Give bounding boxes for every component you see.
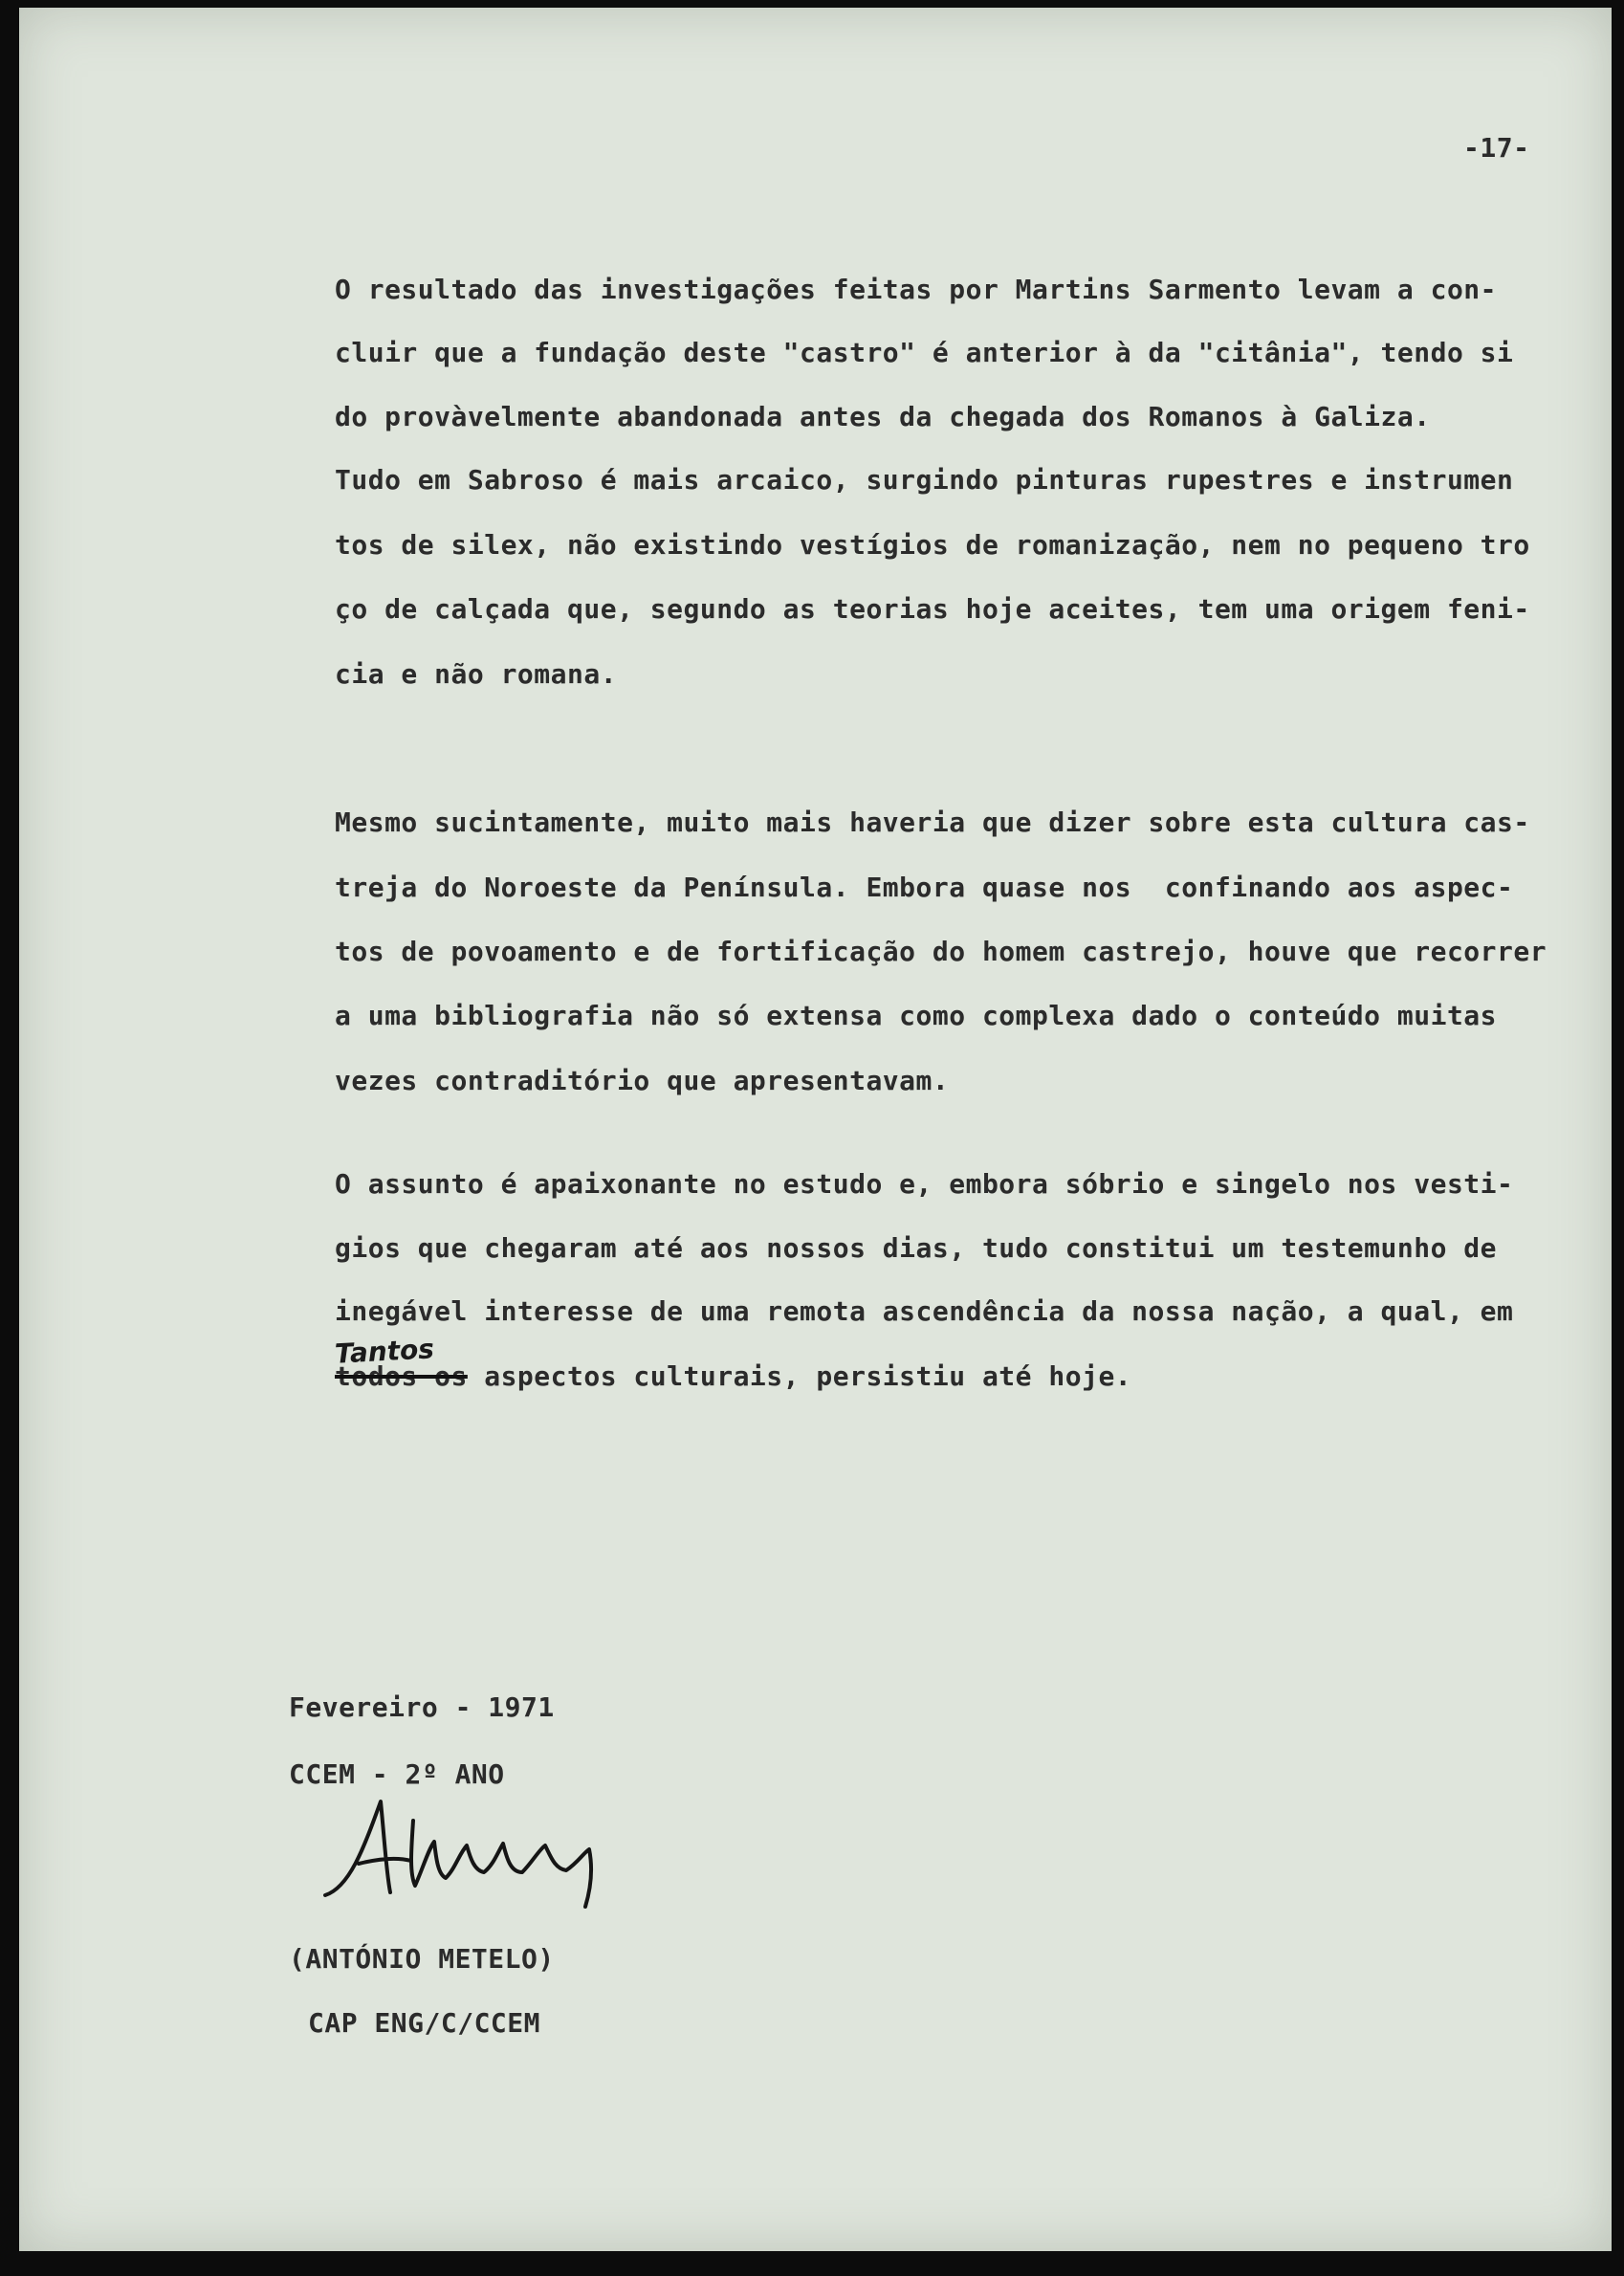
handwritten-correction: Tantos — [334, 1333, 435, 1370]
paragraph-3-line-1: O assunto é apaixonante no estudo e, embora sóbrio e singelo nos vesti- — [335, 1168, 1514, 1200]
document-page — [19, 8, 1612, 2251]
paragraph-2-line-3: tos de povoamento e de fortificação do homem castrejo, houve que recorrer — [335, 936, 1547, 967]
paragraph-1-line-4: Tudo em Sabroso é mais arcaico, surgindo pinturas rupestres e instrumen — [335, 464, 1514, 496]
paragraph-2-line-4: a uma bibliografia não só extensa como complexa dado o conteúdo muitas — [335, 1000, 1498, 1031]
paragraph-1-line-5: tos de silex, não existindo vestígios de romanização, nem no pequeno tro — [335, 529, 1530, 561]
paragraph-1-line-1: O resultado das investigações feitas por Martins Sarmento levam a con- — [335, 274, 1498, 305]
paragraph-2-line-2: treja do Noroeste da Península. Embora quase nos confinando aos aspec- — [335, 872, 1514, 903]
footer-course: CCEM - 2º ANO — [289, 1758, 505, 1790]
page-number: -17- — [1463, 132, 1530, 164]
author-rank: CAP ENG/C/CCEM — [308, 2007, 541, 2039]
paragraph-1-line-7: cia e não romana. — [335, 658, 618, 690]
signature-image — [306, 1782, 650, 1916]
paragraph-1-line-6: ço de calçada que, segundo as teorias hoje aceites, tem uma origem feni- — [335, 593, 1530, 625]
struck-text: todos os — [335, 1360, 468, 1392]
paragraph-3-line-3: inegável interesse de uma remota ascendência da nossa nação, a qual, em — [335, 1295, 1514, 1327]
paragraph-3-line-4 — [335, 1360, 1131, 1392]
paragraph-2-line-1: Mesmo sucintamente, muito mais haveria que dizer sobre esta cultura cas- — [335, 807, 1530, 838]
paragraph-3-line-2: gios que chegaram até aos nossos dias, tudo constitui um testemunho de — [335, 1232, 1498, 1264]
paragraph-1-line-3: do provàvelmente abandonada antes da chegada dos Romanos à Galiza. — [335, 401, 1431, 432]
paragraph-2-line-5: vezes contraditório que apresentavam. — [335, 1065, 950, 1096]
paragraph-1-line-2: cluir que a fundação deste "castro" é anterior à da "citânia", tendo si — [335, 337, 1514, 368]
footer-date: Fevereiro - 1971 — [289, 1691, 555, 1723]
author-name: (ANTÓNIO METELO) — [289, 1943, 555, 1975]
paragraph-3-line-4-rest: aspectos culturais, persistiu até hoje. — [467, 1360, 1132, 1392]
